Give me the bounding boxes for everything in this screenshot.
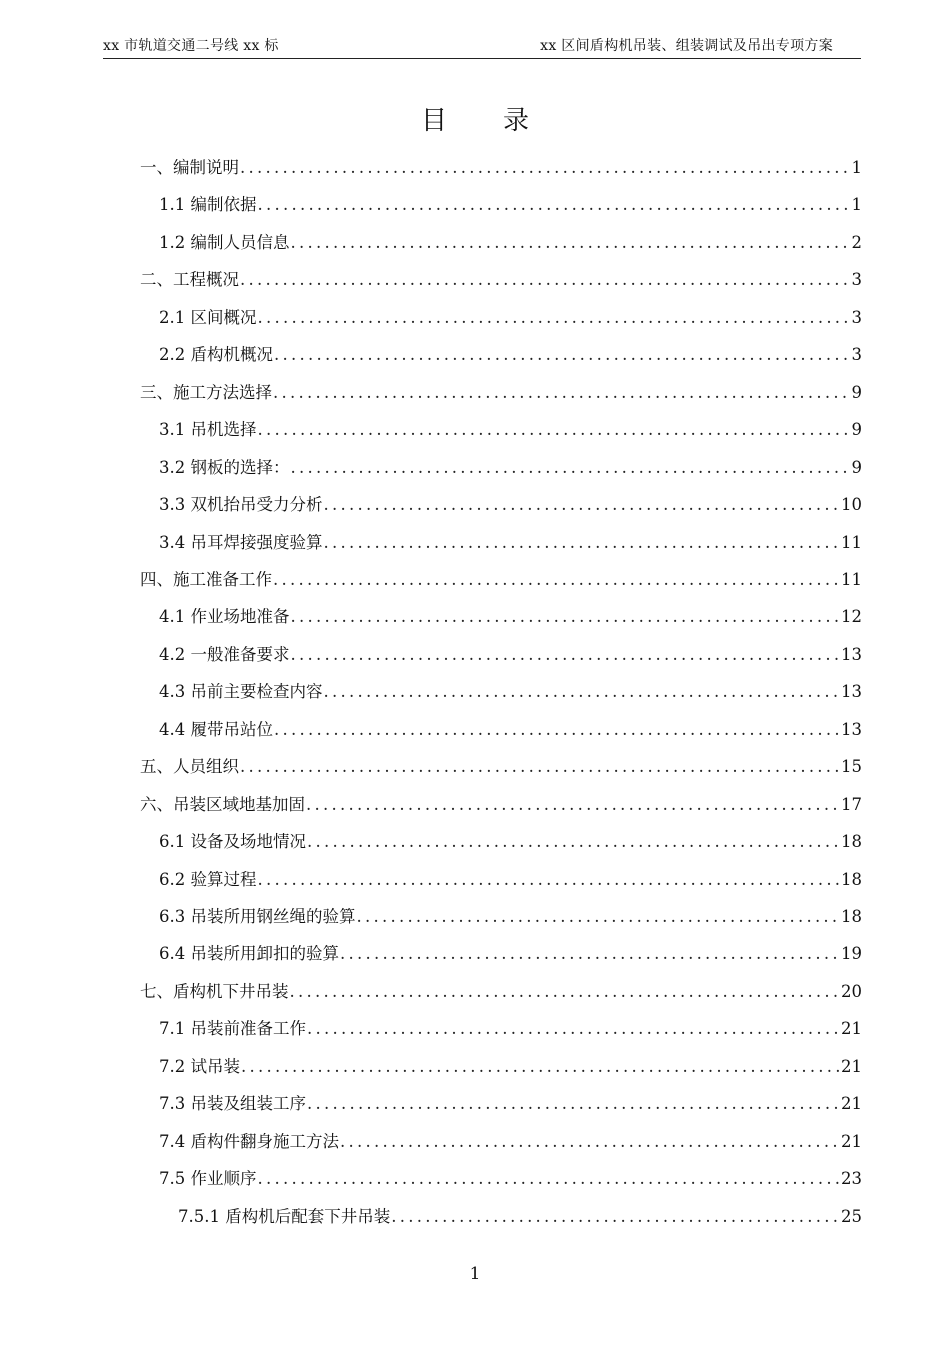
header-right-text: xx 区间盾构机吊装、组装调试及吊出专项方案: [540, 38, 833, 54]
toc-entry[interactable]: [159, 641, 862, 671]
toc-entry-page: 21: [841, 1094, 862, 1114]
toc-dot-leader: [274, 720, 839, 739]
toc-entry-label: 1.2 编制人员信息: [159, 232, 290, 252]
toc-entry[interactable]: [140, 266, 862, 296]
toc-entry-label: 7.4 盾构件翻身施工方法: [159, 1131, 339, 1151]
toc-entry-page: 19: [841, 944, 862, 964]
toc-dot-leader: [241, 1057, 839, 1076]
toc-entry-page: 13: [841, 644, 862, 664]
toc-dot-leader: [258, 870, 840, 889]
toc-entry-label: 七、盾构机下井吊装: [140, 981, 289, 1001]
toc-entry[interactable]: [140, 154, 862, 184]
toc-entry[interactable]: [140, 978, 862, 1008]
toc-entry-label: 6.3 吊装所用钢丝绳的验算: [159, 907, 356, 926]
toc-dot-leader: [357, 907, 840, 926]
toc-entry-page: 25: [841, 1206, 862, 1226]
toc-entry[interactable]: [159, 1128, 862, 1158]
toc-entry-label: 1.1 编制依据: [159, 195, 257, 215]
toc-entry-label: 4.4 履带吊站位: [159, 719, 273, 739]
toc-entry-label: 2.2 盾构机概况: [159, 345, 273, 365]
toc-entry[interactable]: [159, 341, 862, 371]
toc-dot-leader: [258, 1169, 840, 1188]
toc-dot-leader: [240, 757, 839, 776]
toc-entry[interactable]: [159, 304, 862, 334]
toc-dot-leader: [290, 982, 840, 1001]
toc-dot-leader: [340, 1132, 839, 1151]
toc-dot-leader: [291, 645, 840, 664]
toc-entry-label: 六、吊装区域地基加固: [140, 794, 305, 814]
toc-entry[interactable]: [159, 191, 862, 221]
page-header: [103, 36, 861, 59]
toc-entry[interactable]: [159, 940, 862, 970]
toc-dot-leader: [258, 308, 850, 327]
toc-entry[interactable]: [159, 454, 862, 484]
toc-entry[interactable]: [159, 678, 862, 708]
toc-dot-leader: [273, 570, 839, 589]
toc-entry-label: 3.1 吊机选择: [159, 420, 257, 440]
toc-entry-page: 1: [851, 195, 862, 215]
toc-entry-page: 9: [851, 420, 862, 440]
toc-title: 目录: [420, 106, 585, 136]
toc-entry[interactable]: [140, 566, 862, 596]
toc-dot-leader: [324, 495, 840, 514]
toc-entry-label: 五、人员组织: [140, 757, 239, 777]
toc-dot-leader: [391, 1207, 839, 1226]
toc-entry[interactable]: [159, 491, 862, 521]
toc-dot-leader: [258, 420, 850, 439]
toc-entry-page: 11: [841, 569, 862, 589]
toc-entry-label: 一、编制说明: [140, 158, 239, 177]
toc-dot-leader: [291, 607, 840, 626]
toc-entry[interactable]: [159, 229, 862, 259]
toc-entry[interactable]: [159, 603, 862, 633]
page-number: 1: [469, 1264, 481, 1284]
toc-entry-label: 4.1 作业场地准备: [159, 607, 290, 627]
toc-entry-label: 3.2 钢板的选择：: [159, 457, 290, 477]
toc-entry-label: 2.1 区间概况: [159, 307, 257, 327]
toc-entry-page: 21: [841, 1131, 862, 1151]
toc-entry[interactable]: [159, 1015, 862, 1045]
toc-entry[interactable]: [159, 716, 862, 746]
toc-dot-leader: [240, 158, 850, 177]
toc-entry-page: 3: [851, 345, 862, 365]
toc-entry[interactable]: [159, 1165, 862, 1195]
toc-entry-label: 3.4 吊耳焊接强度验算: [159, 532, 323, 552]
toc-dot-leader: [307, 1094, 839, 1113]
toc-entry-page: 9: [851, 382, 862, 402]
toc-entry-page: 20: [841, 981, 862, 1001]
toc-entry-page: 17: [841, 794, 862, 814]
toc-entry-page: 21: [841, 1019, 862, 1039]
toc-entry[interactable]: [159, 866, 862, 896]
toc-entry-label: 7.3 吊装及组装工序: [159, 1094, 306, 1114]
toc-dot-leader: [340, 944, 839, 963]
toc-entry-label: 3.3 双机抬吊受力分析: [159, 495, 323, 515]
toc-entry-label: 6.1 设备及场地情况: [159, 832, 306, 852]
toc-dot-leader: [258, 195, 850, 214]
toc-entry-page: 9: [851, 457, 862, 477]
toc-entry-page: 11: [841, 532, 862, 552]
toc-entry[interactable]: [140, 379, 862, 409]
toc-entry[interactable]: [178, 1203, 862, 1233]
toc-entry-label: 二、工程概况: [140, 270, 239, 290]
header-left-text: xx 市轨道交通二号线 xx 标: [103, 38, 279, 54]
toc-entry-label: 7.5 作业顺序: [159, 1169, 257, 1189]
toc-entry-label: 四、施工准备工作: [140, 569, 272, 589]
toc-entry-label: 7.2 试吊装: [159, 1056, 240, 1076]
toc-entry-page: 13: [841, 682, 862, 702]
toc-dot-leader: [306, 795, 839, 814]
toc-entry-page: 1: [851, 158, 862, 177]
toc-dot-leader: [291, 233, 850, 252]
toc-entry-label: 6.2 验算过程: [159, 869, 257, 889]
toc-entry-page: 15: [841, 757, 862, 777]
toc-entry-page: 2: [851, 232, 862, 252]
toc-entry-page: 13: [841, 719, 862, 739]
toc-entry-page: 12: [841, 607, 862, 627]
toc-entry-page: 23: [841, 1169, 862, 1189]
toc-entry-label: 7.5.1 盾构机后配套下井吊装: [178, 1206, 391, 1226]
toc-entry-page: 3: [851, 270, 862, 290]
toc-entry-label: 4.2 一般准备要求: [159, 644, 290, 664]
toc-entry[interactable]: [159, 529, 862, 559]
toc-entry-page: 3: [851, 307, 862, 327]
toc-entry-label: 6.4 吊装所用卸扣的验算: [159, 944, 339, 964]
toc-entry[interactable]: [159, 416, 862, 446]
toc-entry[interactable]: [159, 828, 862, 858]
toc-dot-leader: [274, 345, 850, 364]
toc-dot-leader: [240, 270, 850, 289]
toc-dot-leader: [291, 458, 850, 477]
toc-dot-leader: [273, 383, 850, 402]
toc-dot-leader: [324, 533, 840, 552]
toc-entry-label: 4.3 吊前主要检查内容: [159, 682, 323, 702]
toc-entry-label: 三、施工方法选择: [140, 382, 272, 402]
toc-entry[interactable]: [159, 903, 862, 933]
toc-entry-label: 7.1 吊装前准备工作: [159, 1019, 306, 1039]
toc-entry[interactable]: [140, 791, 862, 821]
toc-entry-page: 10: [841, 495, 862, 515]
toc-entry[interactable]: [159, 1090, 862, 1120]
toc-entry-page: 18: [841, 832, 862, 852]
toc-dot-leader: [307, 1019, 839, 1038]
toc-entry-page: 18: [841, 869, 862, 889]
toc-dot-leader: [324, 682, 840, 701]
toc-dot-leader: [307, 832, 839, 851]
toc-entry-page: 18: [841, 907, 862, 926]
toc-entry[interactable]: [159, 1053, 862, 1083]
toc-entry[interactable]: [140, 753, 862, 783]
toc-entry-page: 21: [841, 1056, 862, 1076]
